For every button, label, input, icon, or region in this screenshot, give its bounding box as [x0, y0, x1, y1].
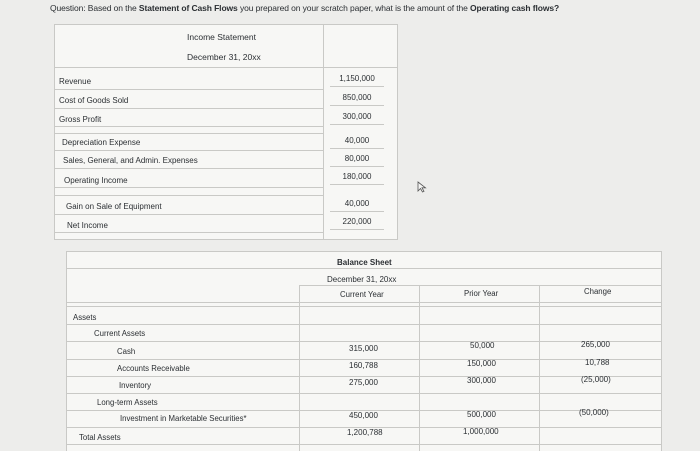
row-divider [67, 324, 661, 325]
cash-prior: 50,000 [470, 341, 495, 350]
row-divider [55, 195, 323, 196]
is-label-gain-on-sale: Gain on Sale of Equipment [66, 202, 162, 211]
row-label-accounts-receivable: Accounts Receivable [117, 364, 190, 373]
row-divider [55, 168, 323, 169]
value-underline [330, 148, 384, 149]
is-label-sga: Sales, General, and Admin. Expenses [63, 156, 198, 165]
income-statement-header [55, 25, 397, 68]
income-statement-divider [323, 25, 324, 239]
income-statement-title: Income Statement [187, 32, 256, 42]
row-divider [67, 341, 661, 342]
inventory-current: 275,000 [349, 378, 378, 387]
cash-change: 265,000 [581, 340, 610, 349]
is-label-net-income: Net Income [67, 221, 108, 230]
is-value-gain-on-sale: 40,000 [344, 199, 370, 208]
question-bold-2: Operating cash flows? [470, 3, 560, 13]
row-label-inventory: Inventory [119, 381, 152, 390]
question-prefix: Question: Based on the [50, 3, 139, 13]
cash-current: 315,000 [349, 344, 378, 353]
is-value-revenue: 1,150,000 [339, 74, 375, 83]
row-divider [55, 214, 323, 215]
balance-sheet-table [66, 251, 662, 451]
column-header-prior-year: Prior Year [464, 289, 499, 298]
row-divider [55, 232, 323, 233]
balance-sheet-date: December 31, 20xx [327, 275, 397, 284]
inventory-prior: 300,000 [467, 376, 496, 385]
is-label-operating-income: Operating Income [64, 176, 128, 185]
is-value-depreciation: 40,000 [344, 136, 370, 145]
total-assets-label: Total Assets [79, 433, 121, 442]
is-label-revenue: Revenue [59, 77, 92, 86]
value-underline [330, 229, 384, 230]
row-divider [55, 150, 323, 151]
total-assets-prior: 1,000,000 [463, 427, 499, 436]
is-label-gross-profit: Gross Profit [59, 115, 102, 124]
is-value-gross-profit: 300,000 [342, 112, 372, 121]
header-line [67, 268, 661, 269]
row-divider [67, 359, 661, 360]
header-line [67, 302, 661, 303]
total-assets-current: 1,200,788 [347, 428, 383, 437]
row-label-cash: Cash [117, 347, 136, 356]
header-line [299, 285, 661, 286]
balance-sheet-title: Balance Sheet [337, 258, 392, 267]
assets-label: Assets [73, 313, 97, 322]
row-divider [67, 444, 661, 445]
row-divider [55, 126, 323, 127]
question-middle: you prepared on your scratch paper, what is the amount of the [237, 3, 471, 13]
is-value-sga: 80,000 [344, 154, 370, 163]
row-divider [55, 187, 323, 188]
investment-prior: 500,000 [467, 410, 496, 419]
current-assets-label: Current Assets [94, 329, 146, 338]
investment-current: 450,000 [349, 411, 378, 420]
row-divider [55, 108, 323, 109]
value-underline [330, 211, 384, 212]
inventory-change: (25,000) [581, 375, 611, 384]
column-header-current-year: Current Year [340, 290, 384, 299]
income-statement-date: December 31, 20xx [187, 52, 261, 62]
value-underline [330, 184, 384, 185]
value-underline [330, 105, 384, 106]
is-label-depreciation: Depreciation Expense [62, 138, 141, 147]
income-statement-table [54, 24, 398, 240]
question-text [50, 3, 559, 13]
ar-prior: 150,000 [467, 359, 496, 368]
row-divider [67, 376, 661, 377]
ar-change: 10,788 [585, 358, 610, 367]
is-value-net-income: 220,000 [342, 217, 372, 226]
question-bold-1: Statement of Cash Flows [138, 3, 238, 13]
row-divider [55, 133, 323, 134]
mouse-pointer-icon [417, 180, 427, 198]
is-value-cogs: 850,000 [342, 93, 372, 102]
column-header-change: Change [584, 287, 612, 296]
header-line [67, 306, 661, 307]
ar-current: 160,788 [349, 361, 378, 370]
long-term-assets-label: Long-term Assets [97, 398, 158, 407]
row-divider [55, 89, 323, 90]
investment-change: (50,000) [579, 408, 609, 417]
is-value-operating-income: 180,000 [342, 172, 372, 181]
row-divider [67, 393, 661, 394]
value-underline [330, 86, 384, 87]
row-label-investment: Investment in Marketable Securities* [120, 414, 247, 423]
value-underline [330, 124, 384, 125]
is-label-cogs: Cost of Goods Sold [59, 96, 129, 105]
value-underline [330, 166, 384, 167]
